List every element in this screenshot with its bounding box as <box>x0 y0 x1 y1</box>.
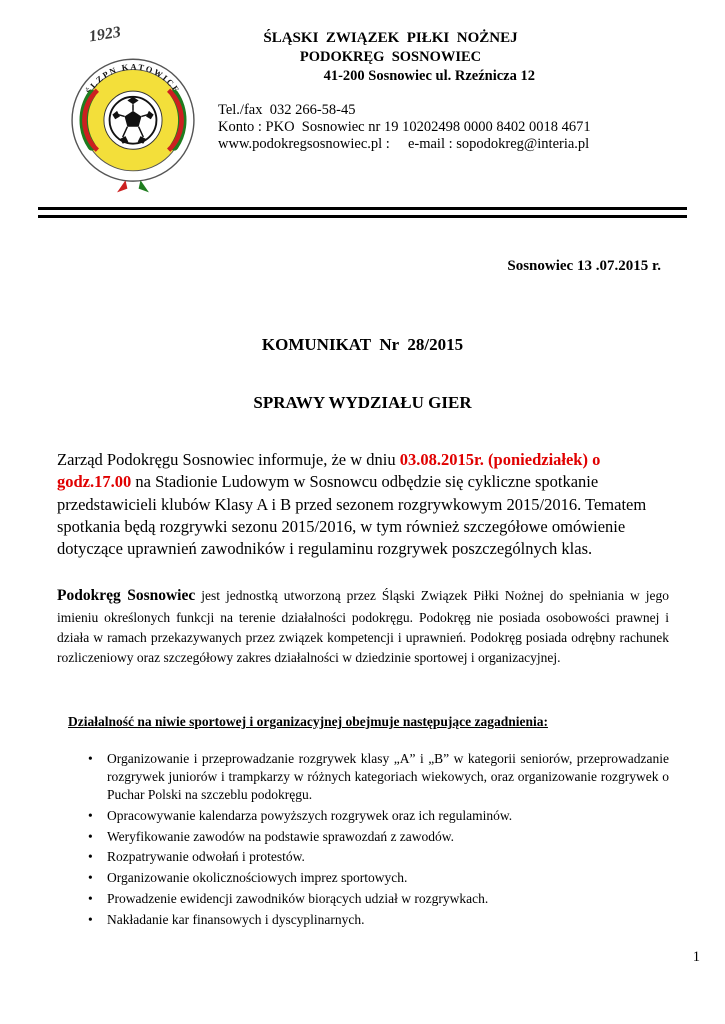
document-title: KOMUNIKAT Nr 28/2015 <box>261 335 464 354</box>
letterhead <box>0 0 725 199</box>
list-item: • Rozpatrywanie odwołań i protestów. <box>86 848 669 866</box>
document-subtitle: SPRAWY WYDZIAŁU GIER <box>253 393 472 412</box>
announcement-text-start: Zarząd Podokręgu Sosnowiec informuje, że w dniu <box>57 450 400 469</box>
list-item: • Organizowanie i przeprowadzanie rozgrywek klasy „A” i „B” w kategorii seniorów, przeprowadzanie rozgrywek juniorów i trampkarzy w różnych kategoriach wiekowych, oraz organizowanie rozgrywek o Puchar Polski na szczeblu podokręgu. <box>86 750 669 803</box>
list-item: • Prowadzenie ewidencji zawodników biorących udział w rozgrywkach. <box>86 890 669 908</box>
contact-block <box>218 102 591 153</box>
club-emblem-icon <box>58 22 208 194</box>
bank-account-line: Konto : PKO Sosnowiec nr 19 10202498 0000 8402 0018 4671 <box>218 119 591 136</box>
logo-ring-text: ŚLZPN KATOWICE <box>83 61 183 96</box>
document-date: Sosnowiec 13 .07.2015 r. <box>507 258 661 274</box>
list-item: • Organizowanie okolicznościowych imprez sportowych. <box>86 869 669 887</box>
ribbon-red <box>117 180 127 192</box>
logo-year: 1923 <box>87 23 122 46</box>
organization-address: 41-200 Sosnowiec ul. Rzeźnicza 12 <box>323 68 535 84</box>
page-number: 1 <box>692 949 700 965</box>
phone-line: Tel./fax 032 266-58-45 <box>218 102 356 118</box>
activities-list <box>86 750 669 928</box>
description-lead: Podokręg Sosnowiec <box>57 587 196 605</box>
organization-block <box>218 22 591 199</box>
list-item: • Nakładanie kar finansowych i dyscyplinarnych. <box>86 911 669 929</box>
description-body: jest jednostką utworzoną przez Śląski Związek Piłki Nożnej do spełniania w jego imieniu określonych funkcji na terenie działalności podokręgu. Podokręg nie posiada osobowości prawnej i działa w ramach przekazywanych przez związek kompetencji i uprawnień. Podokręg posiada odrębny rachunek rozliczeniowy oraz szczegółowy zakres działalności w dziedzinie sportowej i organizacyjnej. <box>57 588 670 666</box>
club-logo <box>58 22 208 199</box>
announcement-paragraph <box>57 449 669 560</box>
ribbon-green <box>139 180 149 192</box>
organization-subunit: PODOKRĘG SOSNOWIEC <box>299 49 482 65</box>
activities-heading: Działalność na niwie sportowej i organizacyjnej obejmuje następujące zagadnienia: <box>68 714 548 730</box>
announcement-text-continued: na Stadionie Ludowym w Sosnowcu odbędzie się cykliczne spotkanie przedstawicieli klubów Klasy A i B przed sezonem rozgrywkowym 2015/2016. Tematem spotkania będą rozgrywki sezonu 2015/2016, w tym również szczegółowe omówienie dotyczące uprawnień zawodników i regulaminu rozgrywek poszczególnych klas. <box>57 472 647 559</box>
list-item: • Weryfikowanie zawodów na podstawie sprawozdań z zawodów. <box>86 828 669 846</box>
header-divider <box>38 207 687 218</box>
meeting-datetime: 03.08.2015r. (poniedziałek) o godz.17.00 <box>57 450 601 492</box>
organization-name: ŚLĄSKI ZWIĄZEK PIŁKI NOŻNEJ <box>263 30 518 46</box>
website-email-line: www.podokregsosnowiec.pl : e-mail : sopodokreg@interia.pl <box>218 136 590 153</box>
description-paragraph <box>57 584 669 668</box>
soccer-ball-icon <box>110 97 157 144</box>
list-item: • Opracowywanie kalendarza powyższych rozgrywek oraz ich regulaminów. <box>86 807 669 825</box>
